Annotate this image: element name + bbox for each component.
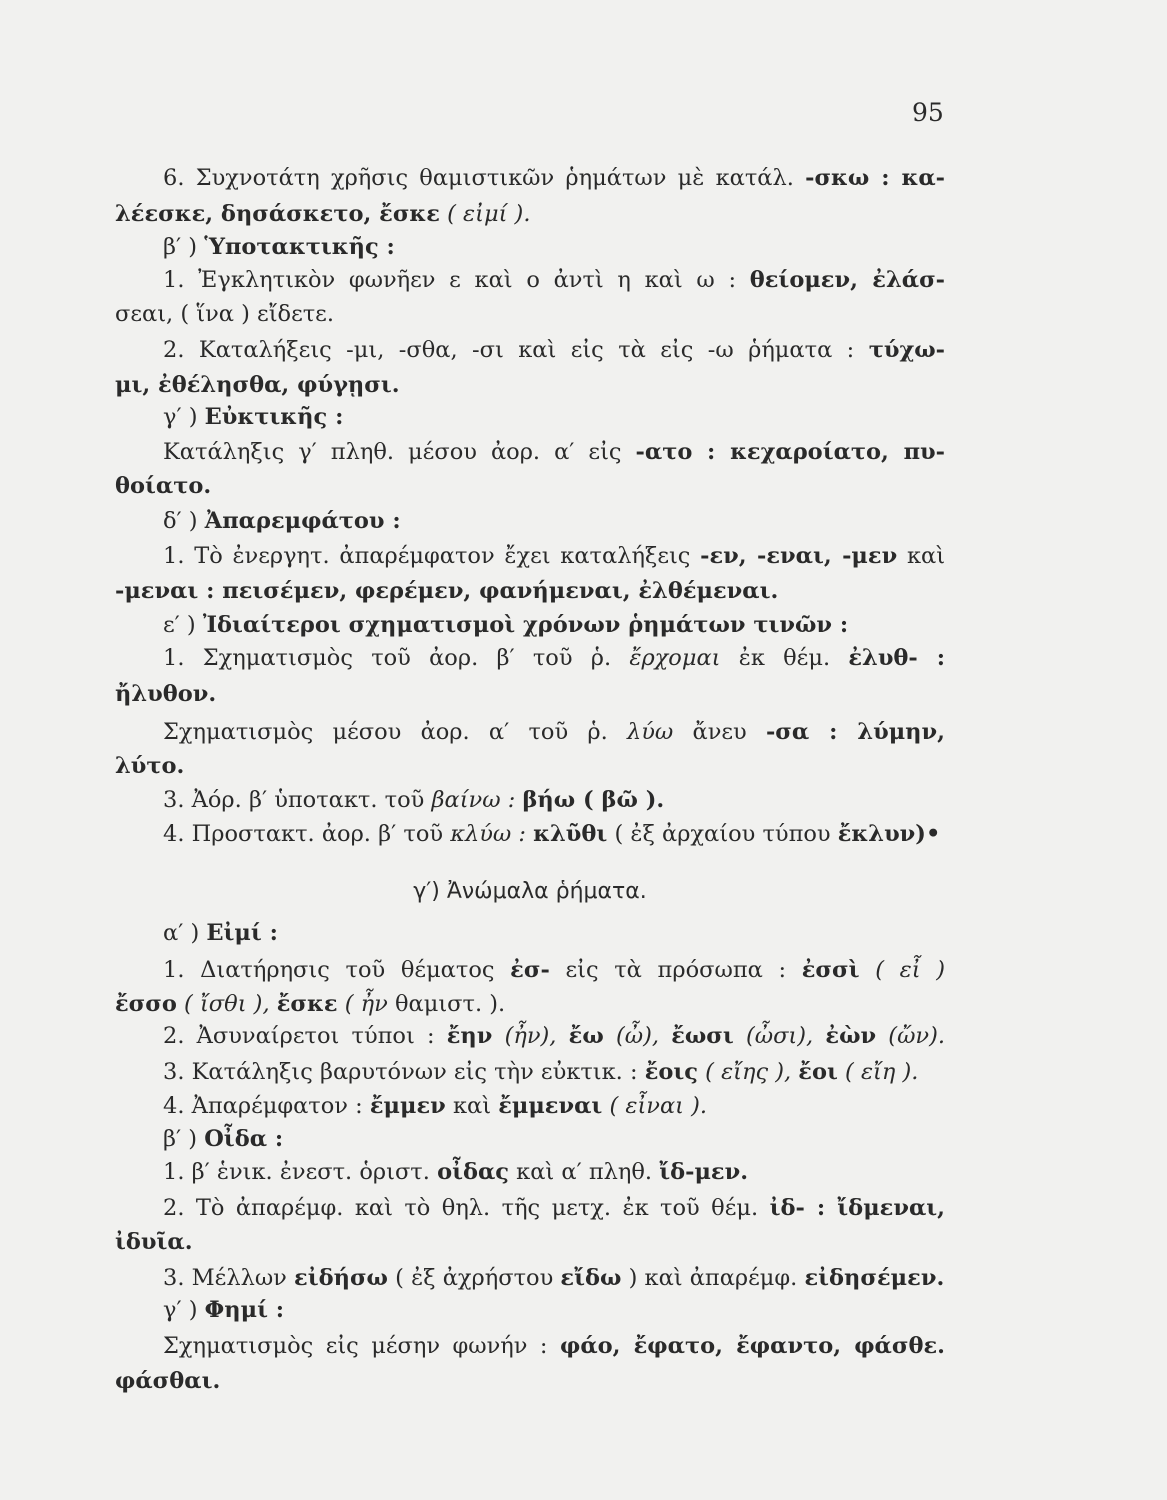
section-label: Εἰμί :	[206, 920, 278, 946]
bold-run: τύχω-	[868, 337, 945, 363]
bold-run: ἐσ-	[510, 957, 550, 983]
text-run: σεαι, ( ἵνα ) εἴδετε.	[115, 301, 334, 327]
bold-run: ἔσκε	[276, 991, 338, 1017]
text-run: β′ )	[163, 1126, 198, 1152]
bold-run: ἔκλυν	[837, 821, 916, 847]
text-line	[163, 264, 945, 296]
bold-run: κλῦθι	[533, 821, 608, 847]
text-line	[115, 298, 945, 330]
text-run: 4. Προστακτ. ἀορ. β′ τοῦ	[163, 821, 444, 847]
bold-run: οἶδας	[437, 1159, 509, 1185]
italic-run: (ἦν),	[504, 1023, 557, 1049]
text-line	[163, 505, 945, 537]
text-line	[115, 369, 945, 401]
text-run: 1. Σχηματισμὸς τοῦ ἀορ. β′ τοῦ ῥ.	[163, 645, 612, 671]
text-run: ε′ )	[163, 612, 196, 638]
text-run: εἰς τὰ πρόσωπα :	[565, 957, 787, 983]
text-run: 2. Ἀσυναίρετοι τύποι :	[163, 1023, 435, 1049]
text-line	[163, 642, 945, 674]
bold-run: ἐλυθ- :	[848, 645, 945, 671]
italic-run: ( ἴσθι ),	[184, 991, 270, 1017]
text-line	[163, 162, 945, 194]
bold-run: ἔσσο	[115, 991, 177, 1017]
text-run: 2. Καταλήξεις -μι, -σθα, -σι καὶ εἰς τὰ εἰς -ω ῥήματα :	[163, 337, 855, 363]
text-run: 4. Ἀπαρέμφατον :	[163, 1093, 363, 1119]
text-line	[163, 954, 945, 986]
page-number: 95	[912, 98, 944, 127]
section-label: Ὑποτακτικῆς :	[204, 234, 395, 260]
bold-run: ἔμμεναι	[498, 1093, 603, 1119]
italic-run: (ὤν).	[888, 1023, 946, 1049]
text-line	[163, 609, 945, 641]
text-line	[163, 1330, 945, 1362]
bold-run: -μεναι : πεισέμεν, φερέμεν, φανήμεναι, ἐλθέμεναι.	[115, 578, 779, 604]
bold-run: ἐσσὶ	[801, 957, 860, 983]
text-line	[163, 1090, 945, 1122]
bold-run: -εν, -εναι, -μεν	[700, 543, 898, 569]
section-label: Οἶδα :	[204, 1126, 284, 1152]
text-run: Κατάληξις γ′ πληθ. μέσου ἀορ. α′ εἰς	[163, 439, 622, 465]
text-line	[163, 818, 945, 850]
bold-run: ἔοις	[644, 1059, 698, 1085]
text-line	[163, 231, 945, 263]
bold-run: εἴδω	[560, 1265, 622, 1291]
text-line	[115, 470, 945, 502]
text-line	[163, 1056, 945, 1088]
bold-run: θοίατο.	[115, 473, 212, 499]
italic-run: βαίνω :	[431, 787, 516, 813]
italic-run: ( εἶ )	[875, 957, 945, 983]
italic-run: ( εἶναι ).	[609, 1093, 708, 1119]
bold-run: θείομεν, ἐλάσ-	[749, 267, 946, 293]
text-run: 3. Μέλλων	[163, 1265, 287, 1291]
bold-run: ἰδυῖα.	[115, 1229, 193, 1255]
text-run: ( ἐξ ἀρχαίου τύπου	[614, 821, 831, 847]
bold-run: εἰδησέμεν.	[804, 1265, 945, 1291]
text-line	[115, 750, 945, 782]
italic-run: ( εἰμί ).	[447, 201, 531, 227]
text-run: 1. Ἐγκλητικὸν φωνῆεν ε καὶ ο ἀντὶ η καὶ ω :	[163, 267, 737, 293]
text-run: 1. Διατήρησις τοῦ θέματος	[163, 957, 495, 983]
text-line	[163, 540, 945, 572]
text-run: ἄνευ	[692, 719, 747, 745]
text-run: 6. Συχνοτάτη χρῆσις θαμιστικῶν ῥημάτων μὲ κατάλ.	[163, 165, 794, 191]
bold-run: ἔοι	[798, 1059, 838, 1085]
text-run: γ′ )	[163, 1297, 198, 1323]
text-run: γ′ )	[163, 404, 198, 430]
text-run: 3. Κατάληξις βαρυτόνων εἰς τὴν εὐκτικ. :	[163, 1059, 638, 1085]
section-label: Ἀπαρεμφάτου :	[204, 508, 401, 534]
text-run: 1. β′ ἑνικ. ἐνεστ. ὁριστ.	[163, 1159, 430, 1185]
text-line	[115, 198, 945, 230]
bold-run: εἰδήσω	[294, 1265, 388, 1291]
italic-run: (ὦσι),	[745, 1023, 814, 1049]
bold-run: ἔμμεν	[369, 1093, 446, 1119]
bold-run: ἐὼν	[825, 1023, 877, 1049]
text-run: Σχηματισμὸς εἰς μέσην φωνήν :	[163, 1333, 548, 1359]
text-line	[163, 1020, 945, 1052]
text-line	[115, 678, 945, 710]
section-label: Φημί :	[204, 1297, 285, 1323]
text-run: ἐκ θέμ.	[738, 645, 831, 671]
bold-run: ἔην	[446, 1023, 493, 1049]
text-line	[115, 575, 945, 607]
section-heading: γ′) Ἀνώμαλα ῥήματα.	[413, 879, 647, 904]
text-line	[115, 988, 945, 1020]
italic-run: ἔρχομαι	[629, 645, 721, 671]
text-run: καὶ	[906, 543, 946, 569]
bold-run: ἰδ- : ἴδμεναι,	[769, 1195, 945, 1221]
italic-run: κλύω :	[450, 821, 526, 847]
bold-run: ἤλυθον.	[115, 681, 217, 707]
italic-run: λύω	[626, 719, 674, 745]
italic-run: ( ἦν	[344, 991, 388, 1017]
italic-run: ( εἴης ),	[705, 1059, 792, 1085]
text-run: 3. Ἀόρ. β′ ὑποτακτ. τοῦ	[163, 787, 425, 813]
text-run: )•	[915, 821, 941, 847]
text-line	[163, 1123, 945, 1155]
text-run: β′ )	[163, 234, 198, 260]
section-label: Εὐκτικῆς :	[204, 404, 344, 430]
bold-run: -ατο : κεχαροίατο, πυ-	[635, 439, 945, 465]
text-line	[163, 1262, 945, 1294]
text-line	[163, 1192, 945, 1224]
text-run: α′ )	[163, 920, 200, 946]
bold-run: ἔωσι	[671, 1023, 734, 1049]
bold-run: -σα : λύμην,	[765, 719, 945, 745]
text-run: καὶ α′ πληθ.	[516, 1159, 653, 1185]
text-line	[163, 784, 945, 816]
text-line	[115, 1226, 945, 1258]
italic-run: ( εἴη ).	[845, 1059, 919, 1085]
text-run: ( ἐξ ἀχρήστου	[395, 1265, 554, 1291]
text-run: 2. Τὸ ἀπαρέμφ. καὶ τὸ θηλ. τῆς μετχ. ἐκ τοῦ θέμ.	[163, 1195, 759, 1221]
bold-run: φάσθαι.	[115, 1368, 221, 1394]
text-line	[163, 716, 945, 748]
text-line	[115, 1365, 945, 1397]
text-line	[163, 1294, 945, 1326]
text-line	[163, 436, 945, 468]
bold-run: μι, ἐθέλησθα, φύγῃσι.	[115, 372, 400, 398]
bold-run: λύτο.	[115, 753, 185, 779]
text-run: ) καὶ ἀπαρέμφ.	[628, 1265, 798, 1291]
bold-run: φάο, ἔφατο, ἔφαντο, φάσθε.	[559, 1333, 945, 1359]
text-line	[163, 334, 945, 366]
bold-run: ἴδ-μεν.	[659, 1159, 749, 1185]
text-run: δ′ )	[163, 508, 198, 534]
bold-run: ἔω	[568, 1023, 604, 1049]
text-line	[163, 917, 945, 949]
bold-run: βήω ( βῶ ).	[522, 787, 665, 813]
bold-run: -σκω : κα-	[805, 165, 945, 191]
italic-run: (ὦ),	[615, 1023, 659, 1049]
text-run: θαμιστ. ).	[394, 991, 506, 1017]
text-run: καὶ	[452, 1093, 492, 1119]
text-run: Σχηματισμὸς μέσου ἀορ. α′ τοῦ ῥ.	[163, 719, 608, 745]
text-line	[163, 1156, 945, 1188]
text-line	[163, 401, 945, 433]
bold-run: λέεσκε, δησάσκετο, ἔσκε	[115, 201, 440, 227]
text-run: 1. Τὸ ἐνεργητ. ἀπαρέμφατον ἔχει καταλήξεις	[163, 543, 691, 569]
section-label: Ἰδιαίτεροι σχηματισμοὶ χρόνων ῥημάτων τινῶν :	[202, 612, 849, 638]
